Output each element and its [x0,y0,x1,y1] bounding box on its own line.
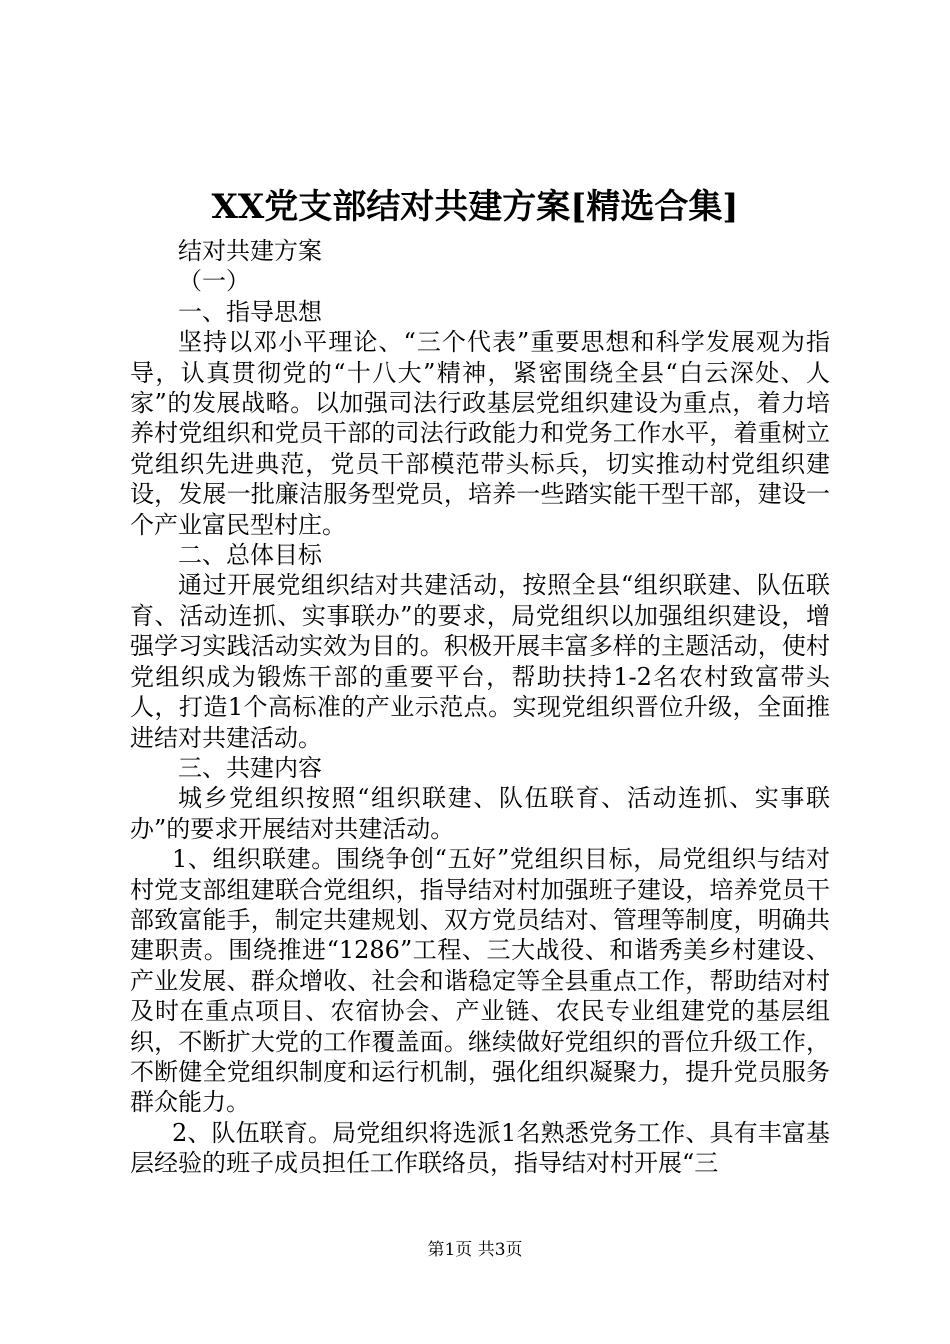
document-body [130,236,830,1179]
section-heading-joint-content: 三、共建内容 [178,753,322,782]
subtitle-paragraph: 结对共建方案 [178,237,322,265]
body-paragraph: 1、组织联建。围绕争创“五好”党组织目标，局党组织与结对村党支部组建联合党组织，指导结对村加强班子建设，培养党员干部致富能手，制定共建规划、双方党员结对、管理等制度，明确共建职责。围绕推进“1286”工程、三大战役、和谐秀美乡村建设、产业发展、群众增收、社会和谐稳定等全县重点工作，帮助结对村及时在重点项目、农宿协会、产业链、农民专业组建党的基层组织，不断扩大党的工作覆盖面。继续做好党组织的晋位升级工作，不断健全党组织制度和运行机制，强化组织凝聚力，提升党员服务群众能力。 [130,845,830,1117]
body-paragraph: 通过开展党组织结对共建活动，按照全县“组织联建、队伍联育、活动连抓、实事联办”的要求，局党组织以加强组织建设，增强学习实践活动实效为目的。积极开展丰富多样的主题活动，使村党组织成为锻炼干部的重要平台，帮助扶持1-2名农村致富带头人，打造1个高标准的产业示范点。实现党组织晋位升级，全面推进结对共建活动。 [130,571,830,752]
section-heading-overall-goal: 二、总体目标 [178,541,322,570]
page-footer: 第1页 共3页 [427,1240,523,1260]
body-paragraph: 城乡党组织按照“组织联建、队伍联育、活动连抓、实事联办”的要求开展结对共建活动。 [130,784,830,843]
body-paragraph: 坚持以邓小平理论、“三个代表”重要思想和科学发展观为指导，认真贯彻党的“十八大”精神，紧密围绕全县“白云深处、人家”的发展战略。以加强司法行政基层党组织建设为重点，着力培养村党组织和党员干部的司法行政能力和党务工作水平，着重树立党组织先进典范，党员干部模范带头标兵，切实推动村党组织建设，发展一批廉洁服务型党员，培养一些踏实能干型干部，建设一个产业富民型村庄。 [130,328,830,539]
section-heading-guiding-ideology: 一、指导思想 [178,297,322,326]
section-number-paragraph: （一） [178,267,250,296]
document-title: XX党支部结对共建方案[精选合集] [211,187,739,227]
body-paragraph: 2、队伍联育。局党组织将选派1名熟悉党务工作、具有丰富基层经验的班子成员担任工作联络员，指导结对村开展“三 [130,1118,830,1178]
